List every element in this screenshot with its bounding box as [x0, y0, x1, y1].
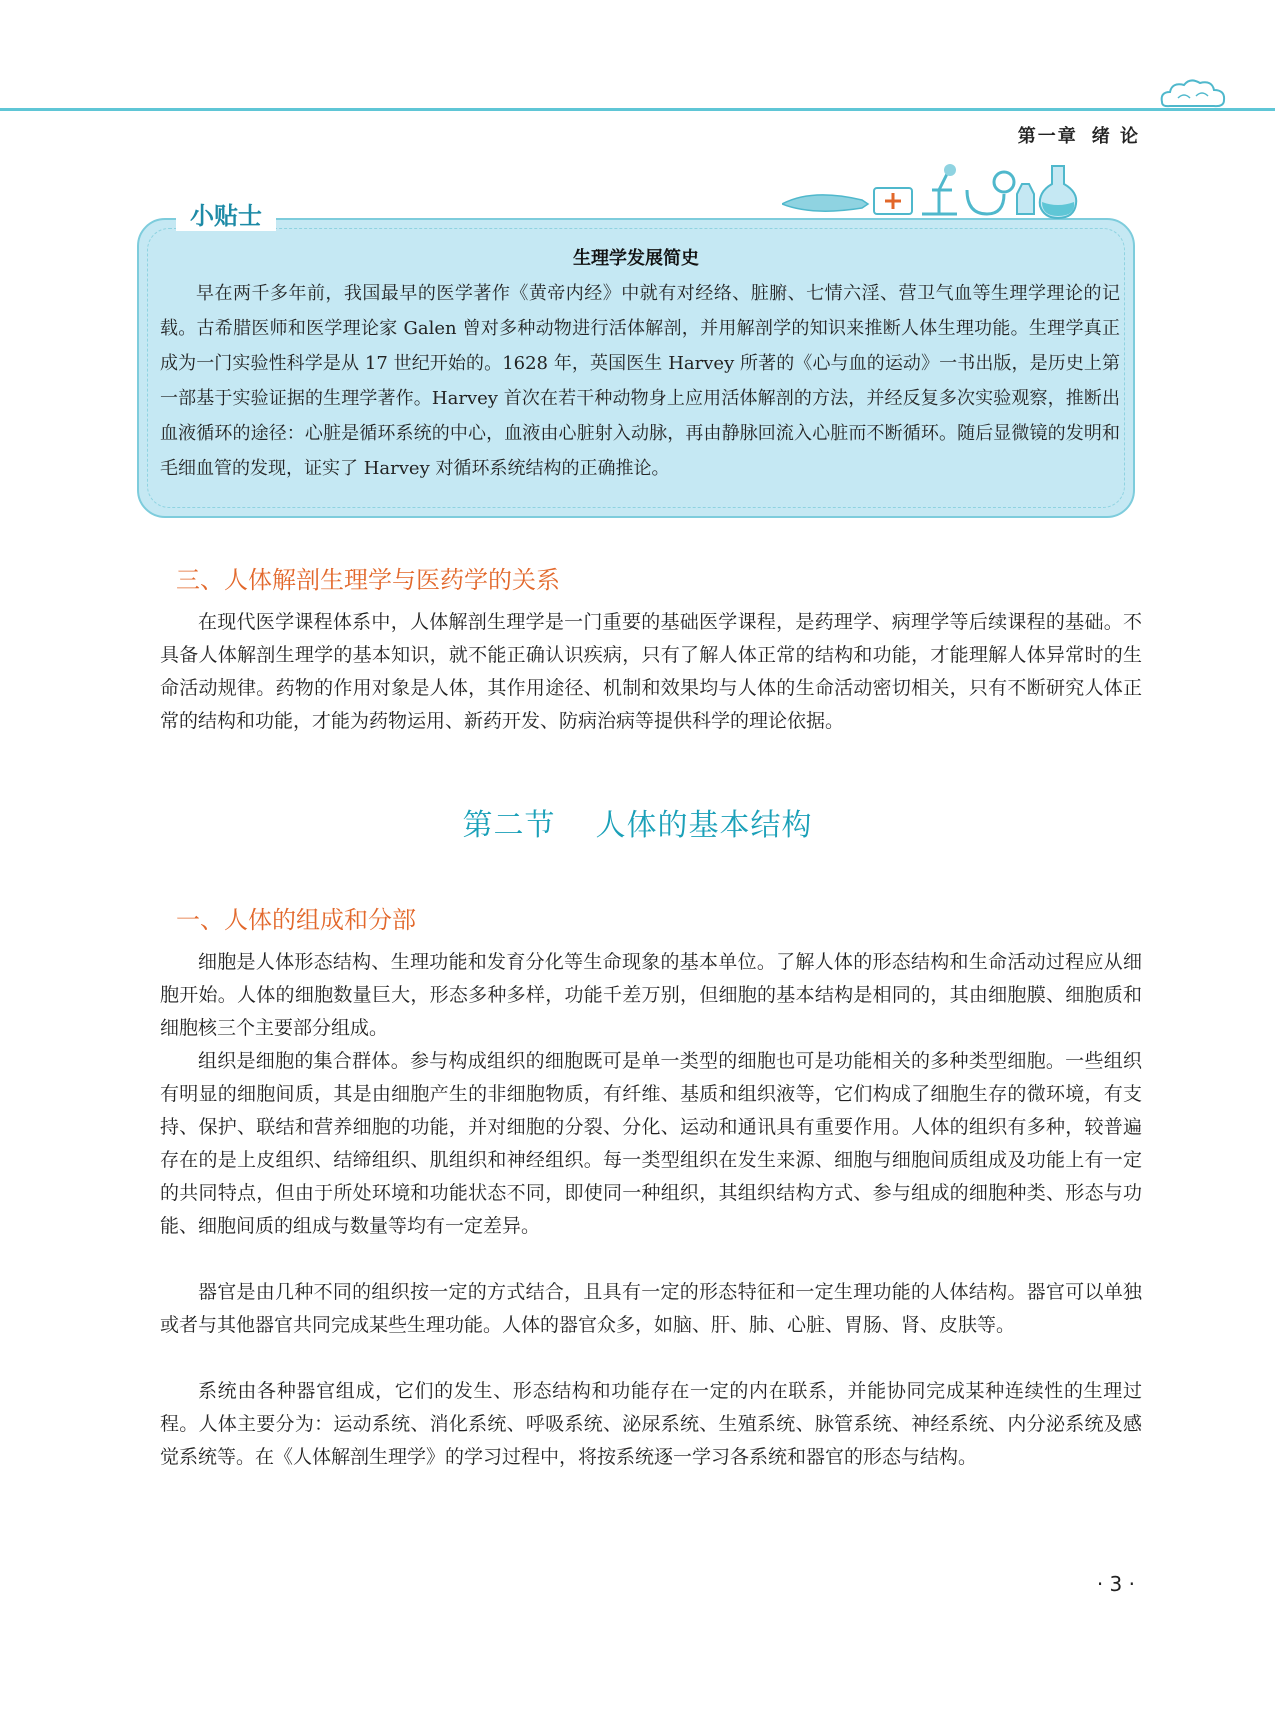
cloud-ornament-icon [1158, 76, 1228, 110]
body-paragraph: 组织是细胞的集合群体。参与构成组织的细胞既可是单一类型的细胞也可是功能相关的多种类型细胞。一些组织有明显的细胞间质，其是由细胞产生的非细胞物质，有纤维、基质和组织液等，它们构成了细胞生存的微环境，有支持、保护、联结和营养细胞的功能，并对细胞的分裂、分化、运动和通讯具有重要作用。人体的组织有多种，较普遍存在的是上皮组织、结缔组织、肌组织和神经组织。每一类型组织在发生来源、细胞与细胞间质组成及功能上有一定的共同特点，但由于所处环境和功能状态不同，即使同一种组织，其组织结构方式、参与组成的细胞种类、形态与功能、细胞间质的组成与数量等均有一定差异。 [160, 1050, 1142, 1237]
chapter-number: 第一章 [1017, 126, 1078, 147]
running-header [1018, 122, 1140, 148]
tip-paragraph: 早在两千多年前，我国最早的医学著作《黄帝内经》中就有对经络、脏腑、七情六淫、营卫气血等生理学理论的记载。古希腊医师和医学理论家 Galen 曾对多种动物进行活体解剖，并用解剖学的知识来推断人体生理功能。生理学真正成为一门实验性科学是从 17 世纪开始的。1628 年，英国医生 Harvey 所著的《心与血的运动》一书出版，是历史上第一部基于实验证据的生理学著作。Harvey 首次在若干种动物身上应用活体解剖的方法，并经反复多次实验观察，推断出血液循环的途径：心脏是循环系统的中心，血液由心脏射入动脉，再由静脉回流入心脏而不断循环。随后显微镜的发明和毛细血管的发现，证实了 Harvey 对循环系统结构的正确推论。 [160, 283, 1120, 479]
section3-heading: 三、人体解剖生理学与医药学的关系 [176, 566, 560, 594]
section-title-text: 人体的基本结构 [595, 808, 813, 843]
tip-label: 小贴士 [176, 196, 276, 231]
chapter-title: 绪 论 [1091, 126, 1140, 147]
section-title [0, 800, 1275, 844]
page-number: · 3 · [1096, 1572, 1135, 1596]
section1-heading: 一、人体的组成和分部 [176, 906, 416, 934]
body-paragraph: 细胞是人体形态结构、生理功能和发育分化等生命现象的基本单位。了解人体的形态结构和生命活动过程应从细胞开始。人体的细胞数量巨大，形态多种多样，功能千差万别，但细胞的基本结构是相同的，其由细胞膜、细胞质和细胞核三个主要部分组成。 [160, 951, 1142, 1039]
section-number: 第二节 [462, 808, 556, 843]
body-paragraph: 器官是由几种不同的组织按一定的方式结合，且具有一定的形态特征和一定生理功能的人体结构。器官可以单独或者与其他器官共同完成某些生理功能。人体的器官众多，如脑、肝、肺、心脏、胃肠、肾、皮肤等。 [160, 1281, 1142, 1336]
medical-instruments-icon [782, 160, 1082, 222]
section3-paragraph: 在现代医学课程体系中，人体解剖生理学是一门重要的基础医学课程，是药理学、病理学等后续课程的基础。不具备人体解剖生理学的基本知识，就不能正确认识疾病，只有了解人体正常的结构和功能，才能理解人体异常时的生命活动规律。药物的作用对象是人体，其作用途径、机制和效果均与人体的生命活动密切相关，只有不断研究人体正常的结构和功能，才能为药物运用、新药开发、防病治病等提供科学的理论依据。 [160, 611, 1142, 732]
body-paragraph: 系统由各种器官组成，它们的发生、形态结构和功能存在一定的内在联系，并能协同完成某种连续性的生理过程。人体主要分为：运动系统、消化系统、呼吸系统、泌尿系统、生殖系统、脉管系统、神经系统、内分泌系统及感觉系统等。在《人体解剖生理学》的学习过程中，将按系统逐一学习各系统和器官的形态与结构。 [160, 1380, 1142, 1468]
header-rule [0, 108, 1275, 111]
tip-title: 生理学发展简史 [573, 248, 699, 269]
